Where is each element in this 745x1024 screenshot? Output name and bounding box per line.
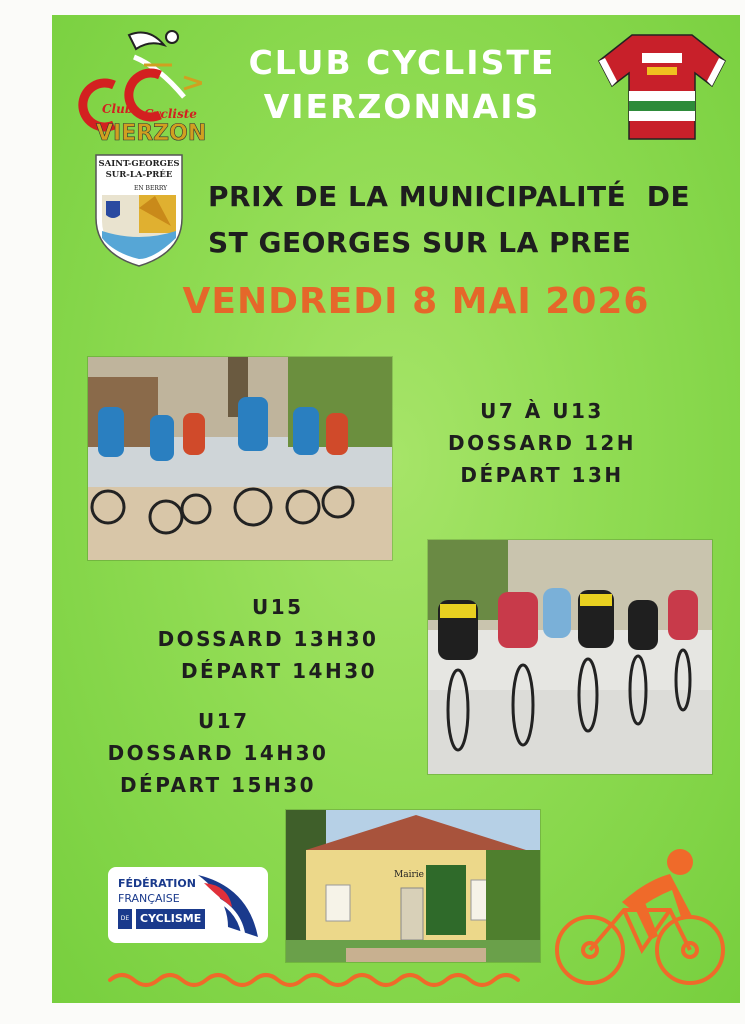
prix-line1: PRIX DE LA MUNICIPALITÉ DE [208,180,691,213]
cyclists-photo-icon [88,357,392,560]
crest-name-line1: SAINT-GEORGES [98,159,180,169]
town-hall-photo-icon [286,810,540,962]
schedule-depart: DÉPART 14H30 [180,659,378,683]
poster [52,15,740,1003]
jersey-icon [597,31,727,141]
prix-heading [208,174,738,266]
event-date: VENDREDI 8 MAI 2026 [182,281,650,322]
logo-cycliste-word: Cycliste [144,107,197,121]
race-photo-1 [88,357,392,560]
schedule-u17 [98,705,338,801]
ffc-line3: DE [120,915,130,922]
ffc-line1: FÉDÉRATION [118,877,196,890]
cyclist-icon [552,840,728,990]
schedule-u7-u13 [442,395,642,491]
schedule-dossard: DOSSARD 13H30 [157,627,379,651]
mairie-photo [286,810,540,962]
ffc-line4: CYCLISME [136,909,205,929]
saint-georges-crest [94,153,184,268]
logo-club-word: Club [102,102,134,116]
club-logo [74,27,207,146]
schedule-category: U7 À U13 [480,399,604,423]
ffc-logo [108,867,268,943]
crest-region: EN BERRY [134,185,168,192]
schedule-depart: DÉPART 13H [460,463,624,487]
ffc-line3-badge [118,909,132,929]
club-title-line2: VIERZONNAIS [263,87,541,126]
logo-city: VIERZON [96,121,207,146]
orange-cyclist-graphic [552,840,728,990]
orange-wavy-divider [108,970,528,990]
prix-line2: ST GEORGES SUR LA PREE [208,226,632,259]
crest-name-line2: SUR-LA-PRÉE [105,170,173,180]
club-title-line1: CLUB CYCLISTE [248,43,556,82]
schedule-dossard: DOSSARD 12H [447,431,637,455]
jersey-image [597,31,727,141]
schedule-category: U15 [252,595,304,619]
ffc-line2: FRANÇAISE [118,892,180,905]
schedule-dossard: DOSSARD 14H30 [107,741,329,765]
schedule-category: U17 [198,709,250,733]
club-title [222,41,582,129]
mairie-sign: Mairie [394,870,424,880]
cyclists-photo-icon [428,540,712,774]
schedule-depart: DÉPART 15H30 [119,773,317,797]
race-photo-2 [428,540,712,774]
schedule-u15 [148,591,388,687]
wave-decoration-icon [108,970,528,990]
